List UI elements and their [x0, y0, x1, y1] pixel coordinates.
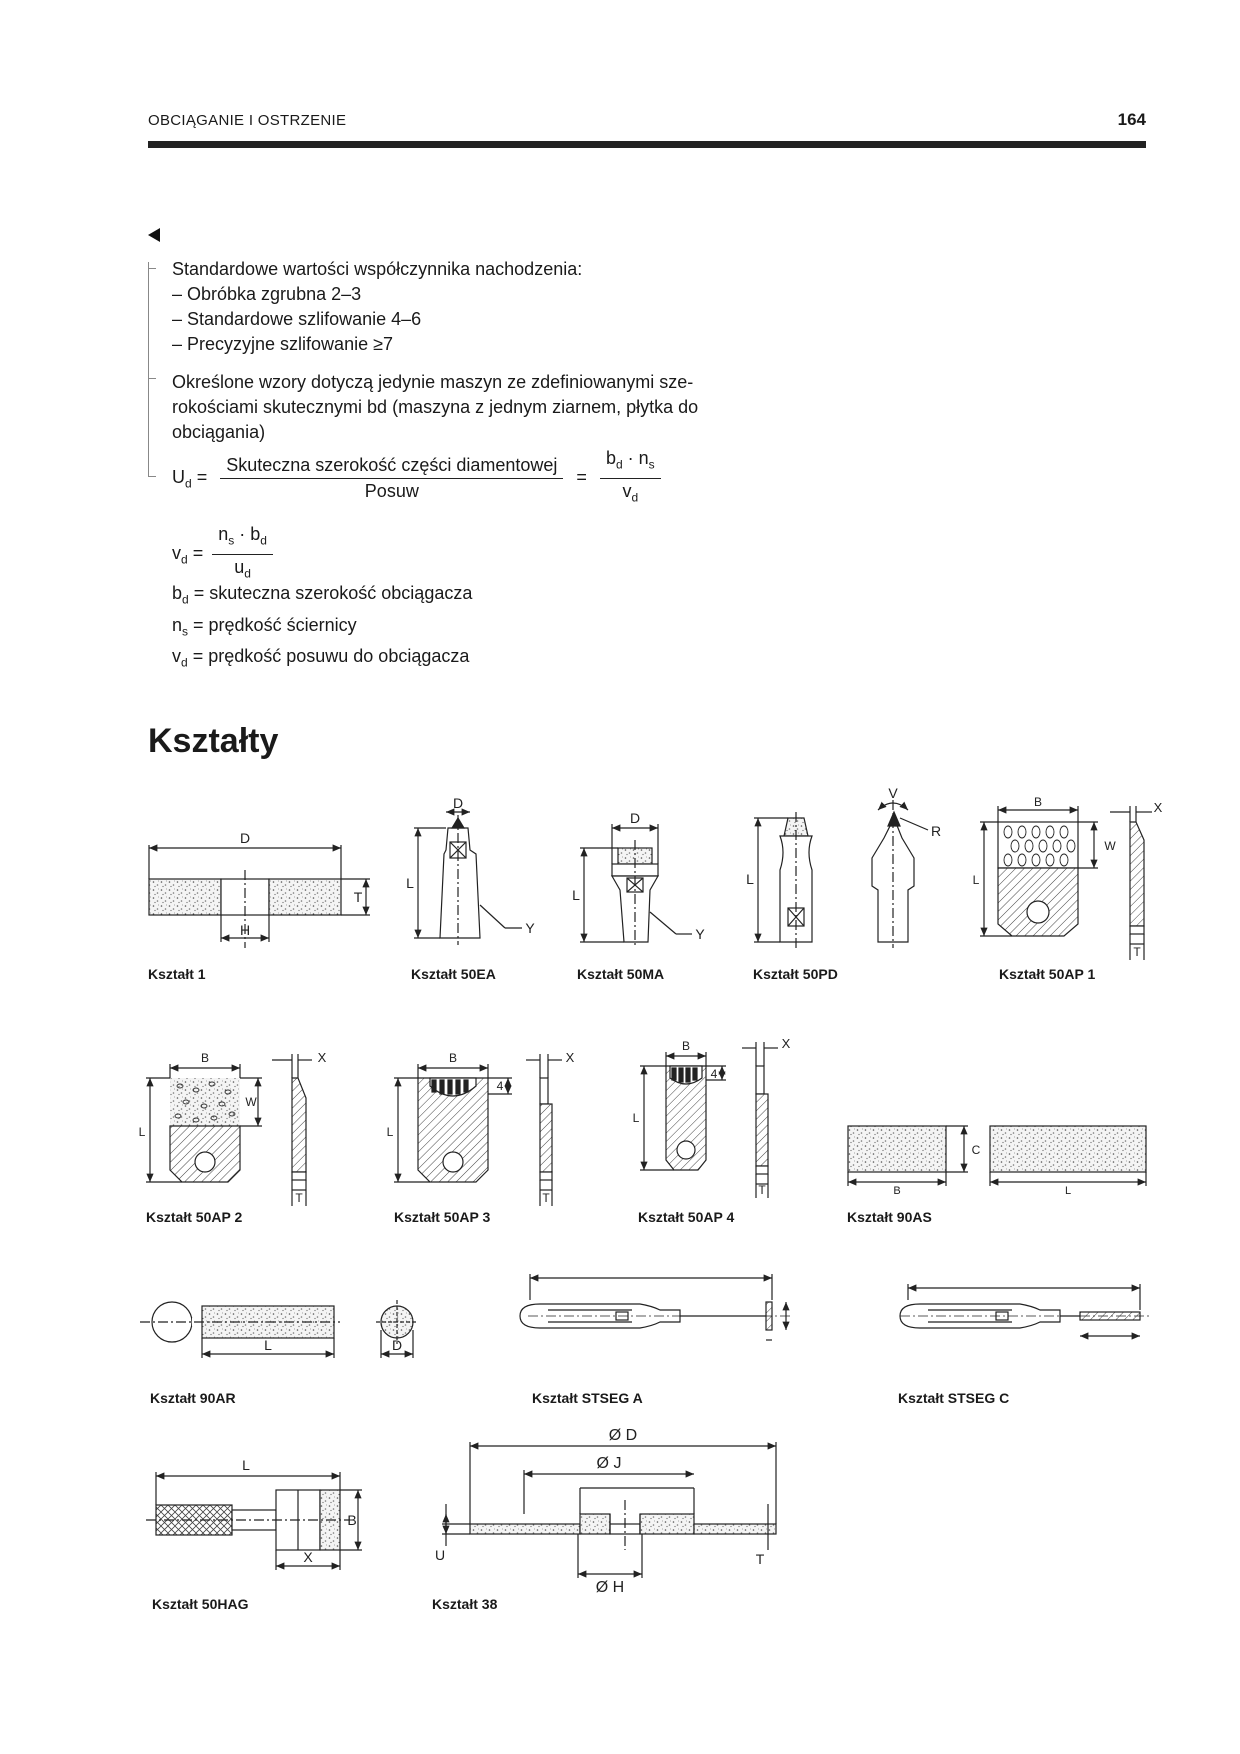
dim-label: L — [632, 1111, 640, 1125]
notes-item: – Standardowe szlifowanie 4–6 — [172, 309, 422, 329]
dim-label: U — [434, 1547, 446, 1563]
section-title: Kształty — [148, 722, 279, 760]
dim-label: Y — [695, 926, 705, 942]
dim-label: L — [406, 875, 414, 891]
dim-label: X — [303, 1549, 313, 1565]
shape-50ap2-drawing — [146, 1054, 312, 1206]
shape-50pd-tip-drawing — [872, 800, 928, 948]
shape-50ap1-drawing — [980, 806, 1152, 960]
shape-stseg-a-drawing — [520, 1274, 790, 1340]
dim-label: R — [930, 823, 942, 839]
dim-label: T — [353, 889, 363, 905]
caption-ksztalt-90ar: Kształt 90AR — [150, 1390, 236, 1406]
dim-label: W — [245, 1095, 257, 1109]
dim-label: L — [572, 887, 580, 903]
formula-vd: $v_d$ = $\frac{n_s \cdot b_d}{u_d}$ — [172, 522, 273, 586]
dim-label: T — [542, 1191, 550, 1205]
dim-label: D — [629, 810, 641, 826]
dim-label: B — [448, 1051, 458, 1065]
notes-intro: Standardowe wartości współczynnika nachodzenia: — [172, 259, 583, 279]
caption-ksztalt-50hag: Kształt 50HAG — [152, 1596, 249, 1612]
dim-label: D — [239, 830, 251, 846]
dim-label: V — [888, 785, 898, 801]
dim-label: L — [1064, 1185, 1072, 1197]
notes-paragraph-line: obciągania) — [172, 422, 266, 442]
caption-ksztalt-38: Kształt 38 — [432, 1596, 498, 1612]
page-number: 164 — [1117, 110, 1146, 129]
definition-item: $n_s$ = prędkość ściernicy — [172, 614, 357, 639]
dim-label: T — [758, 1183, 766, 1197]
dim-label: 4 — [710, 1067, 718, 1081]
shape-50hag-drawing — [146, 1472, 362, 1570]
dim-label: B — [681, 1039, 691, 1053]
dim-label: Ø H — [595, 1579, 625, 1596]
dim-label: L — [972, 873, 980, 887]
dim-label: B — [1033, 795, 1043, 809]
dim-label: L — [264, 1337, 272, 1353]
caption-ksztalt-50ap2: Kształt 50AP 2 — [146, 1209, 243, 1225]
dim-label: Ø J — [596, 1455, 622, 1472]
caption-ksztalt-50ma: Kształt 50MA — [577, 966, 665, 982]
notes-item: – Obróbka zgrubna 2–3 — [172, 284, 362, 304]
dim-label: H — [239, 922, 251, 938]
caption-ksztalt-stseg-c: Kształt STSEG C — [898, 1390, 1010, 1406]
formula-vd-fraction: $\frac{n_s \cdot b_d}{u_d}$ — [212, 522, 273, 586]
dim-label: X — [781, 1036, 791, 1051]
dim-label: X — [565, 1050, 575, 1065]
caption-ksztalt-1: Kształt 1 — [148, 966, 206, 982]
shape-50ea-drawing — [414, 812, 522, 945]
shape-50pd-drawing — [754, 812, 812, 948]
shape-38-labels — [435, 1427, 765, 1596]
dim-label: L — [138, 1125, 146, 1139]
shape-50ma-drawing — [580, 824, 692, 948]
dim-label: L — [242, 1457, 250, 1473]
caption-ksztalt-50ap1: Kształt 50AP 1 — [999, 966, 1096, 982]
caption-ksztalt-50ap3: Kształt 50AP 3 — [394, 1209, 491, 1225]
caption-ksztalt-50ap4: Kształt 50AP 4 — [638, 1209, 735, 1225]
dim-label: W — [1104, 839, 1116, 853]
dim-label: B — [200, 1051, 210, 1065]
shape-1-drawing — [149, 845, 370, 948]
formula-ud: $U_d$ = $\frac{\text{Skuteczna szerokość części diamentowej}}{\text{Posuw}}$ = $\frac{b_d \cdot n_s}{v_d}$ — [172, 446, 661, 510]
shape-50pd-labels — [746, 871, 754, 887]
shape-stseg-c-drawing — [900, 1284, 1150, 1336]
shape-90as-drawing — [848, 1126, 1146, 1186]
notes-paragraph-line: rokościami skutecznymi bd (maszyna z jednym ziarnem, płytka do — [172, 397, 699, 417]
definition-item: $v_d$ = prędkość posuwu do obciągacza — [172, 646, 470, 670]
dim-label: Y — [525, 920, 535, 936]
running-header: OBCIĄGANIE I OSTRZENIE — [148, 112, 347, 129]
dim-label: X — [317, 1050, 327, 1065]
dim-label: D — [391, 1337, 403, 1353]
shape-50ap3-drawing — [394, 1054, 562, 1206]
dim-label: L — [386, 1125, 394, 1139]
dim-label: Ø D — [608, 1427, 638, 1444]
dim-label: 4 — [496, 1079, 504, 1093]
dim-label: C — [971, 1143, 981, 1157]
caption-ksztalt-50pd: Kształt 50PD — [753, 966, 838, 982]
dim-label: L — [746, 871, 754, 887]
caption-ksztalt-90as: Kształt 90AS — [847, 1209, 932, 1225]
formula-ud-fraction: $\frac{\text{Skuteczna szerokość części diamentowej}}{\text{Posuw}}$ — [220, 453, 563, 504]
notes-paragraph-line: Określone wzory dotyczą jedynie maszyn ze zdefiniowanymi sze- — [172, 372, 694, 392]
notes-item: – Precyzyjne szlifowanie ≥7 — [172, 334, 393, 354]
definition-item: $b_d$ = skuteczna szerokość obciągacza — [172, 583, 473, 607]
dim-label: T — [755, 1551, 765, 1567]
dim-label: B — [893, 1185, 901, 1197]
formula-ud-fraction-2: $\frac{b_d \cdot n_s}{v_d}$ — [600, 446, 661, 510]
dim-label: D — [452, 795, 464, 811]
dim-label: X — [1153, 800, 1163, 815]
shape-50ap4-drawing — [640, 1042, 778, 1198]
shape-90ar-drawing — [140, 1300, 418, 1358]
dim-label: T — [295, 1191, 303, 1205]
caption-ksztalt-50ea: Kształt 50EA — [411, 966, 496, 982]
caption-ksztalt-stseg-a: Kształt STSEG A — [532, 1390, 643, 1406]
dim-label: B — [347, 1512, 357, 1528]
dim-label: T — [1133, 945, 1141, 959]
